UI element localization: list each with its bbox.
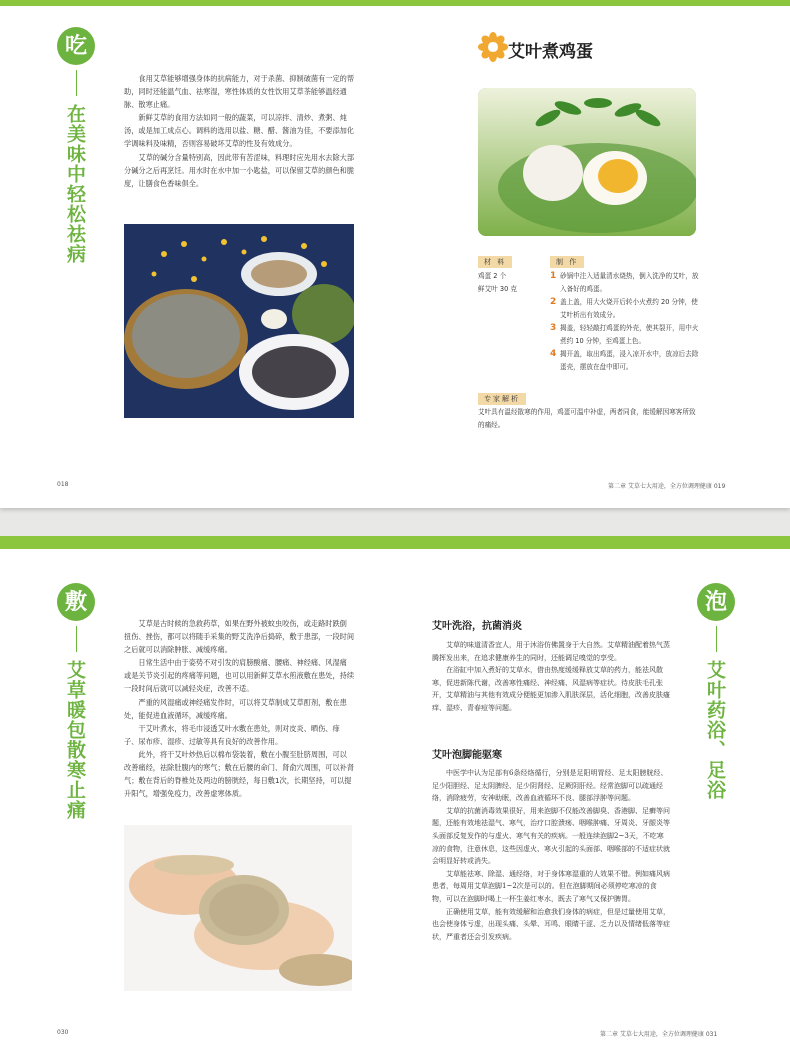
paragraph: 食用艾草能够增强身体的抗病能力，对于杀菌、抑制破菌有一定的帮助，同时还能温气血、祛寒湿，寒性体质的女性饮用艾草茶能够温经通脉、散寒止痛。 <box>124 74 355 110</box>
step-item <box>550 348 700 374</box>
ingredient-item: 鸡蛋 2 个 <box>478 272 507 280</box>
step-number: 2 <box>550 297 557 307</box>
steps-label: 制 作 <box>550 256 584 268</box>
vertical-section-title: 艾草暖包散寒止痛 <box>64 660 86 820</box>
recipe-flower-icon <box>478 32 508 62</box>
step-number: 4 <box>550 349 557 359</box>
top-accent-bar <box>0 0 790 6</box>
step-number: 3 <box>550 323 557 333</box>
vertical-divider <box>76 626 77 652</box>
ingredients-list <box>478 270 517 296</box>
body-text-left-bottom <box>124 617 354 800</box>
page-footer-right: 第二章 艾草七大用途，全方位调理健康 019 <box>608 483 726 490</box>
book-spread-bottom <box>0 536 790 1054</box>
paragraph: 艾草的抗菌消毒效果很好，用来泡脚不仅能改善脚臭、香港脚、足癣等问题，还能有效地祛湿气、寒气，治疗口腔溃疡、咽喉肿痛、牙周炎、牙龈炎等头面部反复发作的与虚火、寒气有关的疾病。一般连续泡脚2~3天，不吃寒凉的食物，注意休息，这些因虚火、寒火引起的头面部、咽喉部的不适症状就会明显好转或消失。 <box>432 806 670 866</box>
paragraph: 艾草的味道清香宜人，用于沐浴仿佛置身于大自然。艾草精油配着热气蒸腾挥发出来，在追求健康养生的同时，还能调足嗅觉的享受。 <box>432 641 670 662</box>
boiled-egg-photo <box>478 88 696 236</box>
chapter-circle-eat: 吃 <box>57 27 95 65</box>
step-text: 砂锅中注入适量清水烧热，倒入洗净的艾叶，放入备好的鸡蛋。 <box>560 272 699 293</box>
paragraph: 中医学中认为足部有6条经络循行，分别是足阳明胃经、足太阳膀胱经、足少阳胆经、足太阴脾经、足少阴肾经、足厥阴肝经。经常泡脚可以疏通经络，消除疲劳，安神助眠，改善血液循环不良、腿部浮肿等问题。 <box>432 769 668 803</box>
paragraph: 新鲜艾草的食用方法如同一般的蔬菜，可以凉拌、清炒、煮粥、炖汤，或是加工成点心。调料的选用以盐、糖、醋、酱油为佳，不要添加化学调味料及味精，否则容易破坏艾草的性及有效成分。 <box>124 113 355 149</box>
vertical-section-title: 在美味中轻松祛病 <box>64 104 86 264</box>
section-title-foot: 艾叶泡脚能驱寒 <box>432 750 502 761</box>
mugwort-dishes-photo <box>124 224 354 418</box>
vertical-section-title: 艾叶药浴、足浴 <box>704 660 726 800</box>
recipe-title: 艾叶煮鸡蛋 <box>508 42 593 62</box>
paragraph: 此外，将干艾叶炒热后以棉布袋装着，敷在小腹至肚脐周围，可以改善痛经，祛除肚腹内的寒气；敷在后腰的命门、肾俞穴周围，可以补肾气；敷在背后的脊椎处及两边的膀胱经，每日敷1次，长期坚持，可以提升阳气，增强免疫力，改善虚寒体质。 <box>124 749 355 799</box>
expert-analysis-label: 专家解析 <box>478 393 526 405</box>
paragraph: 日常生活中由于姿势不对引发的肩膀酸痛、腰痛、神经痛、风湿痛或是关节炎引起的疼痛等问题，也可以用新鲜艾草水煎液敷在患处，持续一段时间后就可以减轻炎症，改善不适。 <box>124 658 355 694</box>
herbal-compress-photo <box>124 825 352 991</box>
paragraph: 艾草是古时候的急救药草，如果在野外被蚊虫咬伤，或走路时跌倒扭伤、挫伤，都可以将随手采集的野艾洗净后捣碎，敷于患部，一段时间之后就可以消除肿胀、减缓疼痛。 <box>124 619 355 655</box>
body-text-left-top <box>124 72 356 190</box>
chapter-circle-soak: 泡 <box>697 583 735 621</box>
step-item <box>550 322 700 348</box>
book-spread-top <box>0 0 790 508</box>
chapter-circle-apply: 敷 <box>57 583 95 621</box>
paragraph: 在浴缸中加入煮好的艾草水，借由热度缓缓释放艾草的药力，能祛风散寒，促进新陈代谢，改善寒性痛经、神经痛、风湿病等症状。待皮肤毛孔张开，艾草精油与其他有效成分便能更加渗入肌肤深层，活化细胞，改善皮肤瘙痒、湿疹、青春痘等问题。 <box>432 666 670 712</box>
paragraph: 正确使用艾草，能有效缓解和治愈我们身体的病症，但是过量使用艾草，也会使身体亏虚，出现头痛、头晕、耳鸣、眼睛干涩、乏力以及情绪低落等症状，严重者还会引发疾病。 <box>432 907 670 941</box>
steps-list <box>550 270 700 374</box>
ingredients-label: 材 料 <box>478 256 512 268</box>
paragraph: 干艾叶煮水，将毛巾浸透艾叶水敷在患处，则对皮炎、晒伤、痱子、尿布疹、湿疹、过敏等具有良好的改善作用。 <box>124 723 340 746</box>
page-number-left: 018 <box>57 481 69 488</box>
step-text: 揭盖，轻轻敲打鸡蛋的外壳，使其裂开，用中火煮约 10 分钟，至鸡蛋上色。 <box>560 324 699 345</box>
ingredient-item: 鲜艾叶 30 克 <box>478 285 517 293</box>
step-text: 揭开盖，取出鸡蛋，浸入凉开水中，放凉后去除蛋壳，摆放在盘中即可。 <box>560 350 699 371</box>
page-footer-right: 第二章 艾草七大用途，全方位调理健康 031 <box>600 1031 718 1038</box>
paragraph: 艾草的碱分含量特别高，因此带有苦涩味，料理时应先用水去除大部分碱分之后再烹饪。用水时在水中加一小匙盐，可以保留艾草的颜色和脆度，让膳食色香味俱全。 <box>124 152 355 188</box>
page-number-left: 030 <box>57 1029 69 1036</box>
vertical-divider <box>716 626 717 652</box>
expert-analysis-text: 艾叶具有温经散寒的作用，鸡蛋可温中补虚，两者同食，能缓解因寒客所致的痛经。 <box>478 408 696 429</box>
step-number: 1 <box>550 271 557 281</box>
section-body-bath <box>432 639 670 715</box>
paragraph: 严重的风湿痛或神经痛发作时，可以将艾草制成艾草酊剂，敷在患处，能促进血液循环，减缓疼痛。 <box>124 697 347 720</box>
section-body-foot <box>432 767 670 943</box>
step-item <box>550 270 700 296</box>
vertical-divider <box>76 70 77 96</box>
paragraph: 艾草能祛寒、除湿、通经络，对于身体寒湿重的人效果不错。例如痛风病患者，每周用艾草泡脚1~2次是可以的。但在泡脚期间必须停吃寒凉的食物，可以在泡脚时喝上一杯生姜红枣水，既去了寒气又保护脾胃。 <box>432 869 670 903</box>
step-item <box>550 296 700 322</box>
top-accent-bar <box>0 536 790 549</box>
step-text: 盖上盖，用大火烧开后转小火煮约 20 分钟，使艾叶析出有效成分。 <box>560 298 698 319</box>
section-title-bath: 艾叶洗浴，抗菌消炎 <box>432 621 522 632</box>
